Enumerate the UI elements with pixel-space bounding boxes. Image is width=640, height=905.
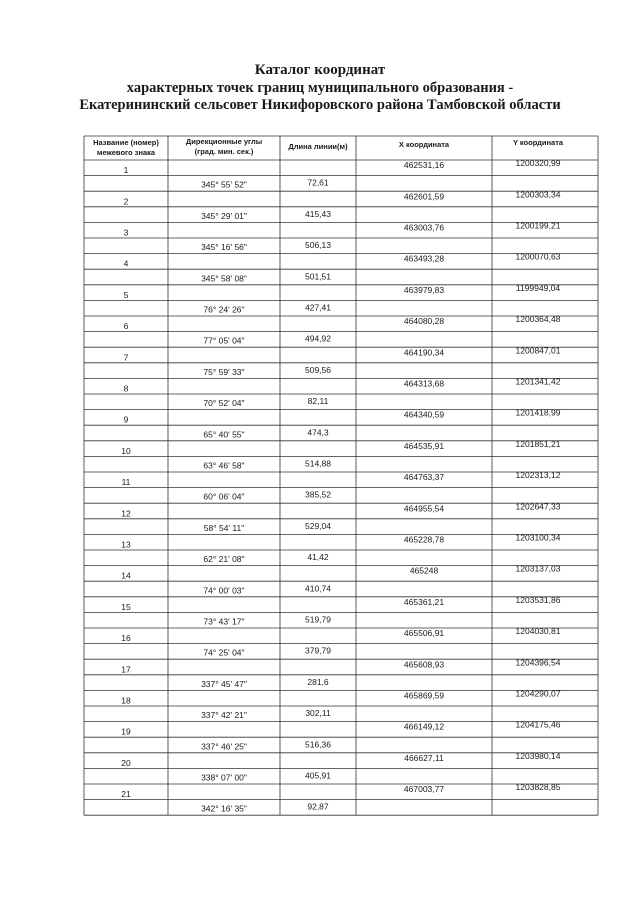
point-x-coordinate: 467003,77: [403, 784, 445, 795]
segment-line-length: 385,52: [305, 489, 331, 500]
segment-direction-angle: 342° 16' 35": [201, 803, 247, 814]
header-angle-line-1: Дирекционные углы: [185, 137, 263, 146]
document-subtitle-line-1: характерных точек границ муниципального образования -: [126, 80, 514, 96]
point-name: 16: [121, 633, 131, 644]
segment-direction-angle: 65° 40' 55": [203, 429, 245, 440]
segment-line-length: 506,13: [305, 240, 331, 251]
point-x-coordinate: 462531,16: [403, 160, 445, 171]
point-name: 5: [123, 289, 129, 300]
header-angle-line-2: (град. мин. сек.): [194, 147, 254, 156]
point-y-coordinate: 1200303,34: [515, 189, 561, 200]
point-name: 7: [123, 352, 129, 363]
segment-line-length: 529,04: [305, 520, 331, 531]
segment-direction-angle: 63° 46' 58": [203, 460, 245, 471]
point-x-coordinate: 464535,91: [403, 440, 445, 451]
segment-line-length: 509,56: [305, 364, 331, 375]
segment-direction-angle: 74° 25' 04": [203, 647, 245, 658]
segment-direction-angle: 70° 52' 04": [203, 398, 245, 409]
segment-line-length: 82,11: [307, 396, 329, 407]
point-y-coordinate: 1200320,99: [515, 158, 561, 169]
point-y-coordinate: 1204175,46: [515, 719, 561, 730]
segment-direction-angle: 338° 07' 00": [201, 772, 247, 783]
point-x-coordinate: 464763,37: [403, 472, 445, 483]
segment-direction-angle: 345° 29' 01": [201, 210, 247, 221]
point-y-coordinate: 1200847,01: [515, 345, 561, 356]
header-y-coordinate: Y координата: [512, 138, 564, 147]
segment-line-length: 405,91: [305, 770, 331, 781]
segment-direction-angle: 337° 42' 21": [201, 710, 247, 721]
segment-direction-angle: 345° 55' 52": [201, 179, 247, 190]
point-x-coordinate: 466149,12: [403, 721, 445, 732]
point-name: 11: [121, 477, 131, 488]
header-name-line-1: Название (номер): [93, 138, 159, 147]
point-x-coordinate: 464340,59: [403, 409, 445, 420]
point-y-coordinate: 1204030,81: [515, 626, 561, 637]
segment-direction-angle: 75° 59' 33": [203, 366, 245, 377]
point-y-coordinate: 1201418,99: [515, 407, 561, 418]
header-x-coordinate: X координата: [398, 140, 450, 149]
segment-line-length: 494,92: [305, 333, 331, 344]
point-name: 20: [121, 757, 131, 768]
point-name: 17: [121, 664, 131, 675]
point-x-coordinate: 462601,59: [403, 191, 445, 202]
segment-direction-angle: 74° 00' 03": [203, 585, 245, 596]
segment-line-length: 519,79: [305, 614, 331, 625]
point-x-coordinate: 465248: [409, 565, 439, 576]
point-name: 10: [121, 445, 131, 456]
point-x-coordinate: 465506,91: [403, 628, 445, 639]
point-x-coordinate: 465869,59: [403, 690, 445, 701]
point-name: 6: [123, 321, 129, 332]
point-name: 1: [123, 165, 129, 176]
segment-line-length: 302,11: [305, 708, 331, 719]
segment-direction-angle: 58° 54' 11": [203, 522, 245, 533]
point-name: 18: [121, 695, 131, 706]
header-length: Длина линии(м): [288, 142, 348, 151]
segment-direction-angle: 337° 46' 25": [201, 741, 247, 752]
point-y-coordinate: 1203828,85: [515, 782, 561, 793]
segment-line-length: 72,61: [307, 177, 329, 188]
point-name: 12: [121, 508, 131, 519]
point-x-coordinate: 465608,93: [403, 659, 445, 670]
point-x-coordinate: 464080,28: [403, 316, 445, 327]
point-x-coordinate: 465361,21: [403, 596, 445, 607]
point-x-coordinate: 464955,54: [403, 503, 445, 514]
segment-direction-angle: 76° 24' 26": [203, 304, 245, 315]
segment-direction-angle: 73° 43' 17": [203, 616, 245, 627]
point-name: 9: [123, 414, 129, 425]
point-name: 15: [121, 601, 131, 612]
segment-direction-angle: 337° 45' 47": [201, 678, 247, 689]
segment-direction-angle: 345° 58' 08": [201, 273, 247, 284]
point-y-coordinate: 1202313,12: [515, 470, 561, 481]
point-x-coordinate: 466627,11: [404, 752, 444, 763]
point-x-coordinate: 464313,68: [403, 378, 445, 389]
point-y-coordinate: 1202647,33: [515, 501, 561, 512]
point-y-coordinate: 1200364,48: [515, 314, 561, 325]
point-x-coordinate: 464190,34: [403, 347, 445, 358]
point-name: 2: [123, 196, 129, 207]
segment-line-length: 415,43: [305, 208, 331, 219]
point-name: 8: [123, 383, 129, 394]
segment-line-length: 427,41: [305, 302, 331, 313]
segment-line-length: 281,6: [307, 676, 329, 687]
document-title: Каталог координат: [254, 62, 386, 78]
segment-line-length: 474,3: [307, 427, 329, 438]
point-name: 21: [121, 789, 131, 800]
point-name: 3: [123, 227, 129, 238]
segment-direction-angle: 62° 21' 08": [203, 554, 245, 565]
point-x-coordinate: 463493,28: [403, 253, 445, 264]
segment-line-length: 516,36: [305, 739, 331, 750]
point-y-coordinate: 1200199,21: [515, 220, 561, 231]
point-y-coordinate: 1204396,54: [515, 657, 561, 668]
segment-direction-angle: 60° 06' 04": [203, 491, 245, 502]
document-subtitle-line-2: Екатерининский сельсовет Никифоровского района Тамбовской области: [79, 97, 561, 113]
point-y-coordinate: 1203137,03: [515, 563, 561, 574]
point-y-coordinate: 1201851,21: [515, 438, 561, 449]
point-y-coordinate: 1203100,34: [515, 532, 561, 543]
point-x-coordinate: 465228,78: [403, 534, 445, 545]
point-x-coordinate: 463003,76: [403, 222, 445, 233]
point-y-coordinate: 1203980,14: [515, 750, 561, 761]
segment-line-length: 514,88: [305, 458, 331, 469]
segment-line-length: 92,87: [307, 801, 329, 812]
segment-line-length: 379,79: [305, 645, 331, 656]
header-name-line-2: межевого знака: [96, 148, 156, 157]
segment-line-length: 410,74: [305, 583, 331, 594]
point-name: 14: [121, 570, 131, 581]
point-y-coordinate: 1201341,42: [515, 376, 561, 387]
point-y-coordinate: 1203531,86: [515, 594, 561, 605]
point-name: 19: [121, 726, 131, 737]
point-y-coordinate: 1200070,63: [515, 251, 561, 262]
segment-direction-angle: 345° 16' 56": [201, 242, 247, 253]
table-body: [121, 158, 560, 814]
point-name: 13: [121, 539, 131, 550]
segment-line-length: 501,51: [305, 271, 331, 282]
point-y-coordinate: 1199949,04: [515, 282, 561, 293]
point-name: 4: [123, 258, 129, 269]
table-header: [93, 137, 564, 157]
segment-line-length: 41,42: [307, 552, 329, 563]
segment-direction-angle: 77° 05' 04": [203, 335, 245, 346]
point-x-coordinate: 463979,83: [403, 284, 445, 295]
point-y-coordinate: 1204290,07: [515, 688, 561, 699]
